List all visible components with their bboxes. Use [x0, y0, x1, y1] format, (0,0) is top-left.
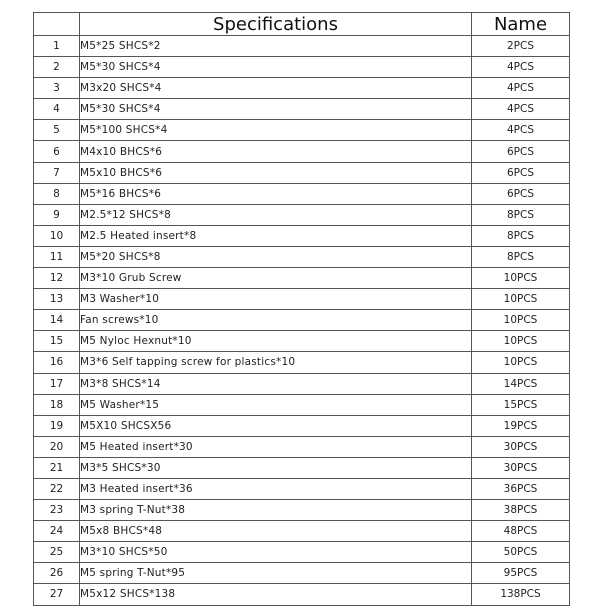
- row-specification: M3*10 Grub Screw: [80, 268, 472, 289]
- row-number: 7: [34, 162, 80, 183]
- row-quantity: 36PCS: [472, 478, 570, 499]
- table-row: [34, 584, 570, 605]
- row-specification: M3 spring T-Nut*38: [80, 500, 472, 521]
- row-quantity: 8PCS: [472, 246, 570, 267]
- row-specification: M5X10 SHCSX56: [80, 415, 472, 436]
- table-row: [34, 57, 570, 78]
- row-number: 11: [34, 246, 80, 267]
- row-specification: M3x20 SHCS*4: [80, 78, 472, 99]
- row-number: 12: [34, 268, 80, 289]
- row-quantity: 15PCS: [472, 394, 570, 415]
- table-row: [34, 289, 570, 310]
- row-number: 8: [34, 183, 80, 204]
- row-quantity: 8PCS: [472, 204, 570, 225]
- row-number: 24: [34, 521, 80, 542]
- row-specification: M5*20 SHCS*8: [80, 246, 472, 267]
- row-number: 26: [34, 563, 80, 584]
- row-specification: M5 spring T-Nut*95: [80, 563, 472, 584]
- table-row: [34, 162, 570, 183]
- row-quantity: 2PCS: [472, 36, 570, 57]
- table-row: [34, 415, 570, 436]
- row-quantity: 4PCS: [472, 78, 570, 99]
- row-number: 10: [34, 225, 80, 246]
- row-specification: M3*8 SHCS*14: [80, 373, 472, 394]
- row-quantity: 6PCS: [472, 141, 570, 162]
- row-number: 13: [34, 289, 80, 310]
- row-number: 23: [34, 500, 80, 521]
- row-number: 17: [34, 373, 80, 394]
- row-number: 14: [34, 310, 80, 331]
- table-row: [34, 204, 570, 225]
- row-number: 2: [34, 57, 80, 78]
- row-specification: M5*30 SHCS*4: [80, 99, 472, 120]
- row-quantity: 4PCS: [472, 120, 570, 141]
- row-number: 4: [34, 99, 80, 120]
- table-row: [34, 268, 570, 289]
- row-quantity: 14PCS: [472, 373, 570, 394]
- row-specification: M3 Heated insert*36: [80, 478, 472, 499]
- row-quantity: 10PCS: [472, 310, 570, 331]
- row-quantity: 10PCS: [472, 289, 570, 310]
- row-specification: M5*100 SHCS*4: [80, 120, 472, 141]
- row-quantity: 10PCS: [472, 331, 570, 352]
- table-body: [34, 36, 570, 606]
- row-quantity: 138PCS: [472, 584, 570, 605]
- header-name: Name: [472, 13, 570, 36]
- row-quantity: 95PCS: [472, 563, 570, 584]
- row-number: 3: [34, 78, 80, 99]
- row-number: 15: [34, 331, 80, 352]
- row-quantity: 4PCS: [472, 57, 570, 78]
- header-number: [34, 13, 80, 36]
- row-specification: M3 Washer*10: [80, 289, 472, 310]
- table-row: [34, 246, 570, 267]
- row-specification: M5*30 SHCS*4: [80, 57, 472, 78]
- row-quantity: 6PCS: [472, 162, 570, 183]
- row-number: 9: [34, 204, 80, 225]
- row-specification: M3*6 Self tapping screw for plastics*10: [80, 352, 472, 373]
- row-specification: M5 Heated insert*30: [80, 436, 472, 457]
- table-row: [34, 373, 570, 394]
- row-quantity: 30PCS: [472, 436, 570, 457]
- row-number: 21: [34, 457, 80, 478]
- header-specifications: Specifications: [80, 13, 472, 36]
- row-specification: M5x12 SHCS*138: [80, 584, 472, 605]
- row-number: 1: [34, 36, 80, 57]
- row-specification: M5*16 BHCS*6: [80, 183, 472, 204]
- table-row: [34, 183, 570, 204]
- row-quantity: 10PCS: [472, 268, 570, 289]
- row-quantity: 8PCS: [472, 225, 570, 246]
- row-number: 25: [34, 542, 80, 563]
- row-quantity: 50PCS: [472, 542, 570, 563]
- table-row: [34, 331, 570, 352]
- table-row: [34, 436, 570, 457]
- row-specification: M2.5*12 SHCS*8: [80, 204, 472, 225]
- row-quantity: 30PCS: [472, 457, 570, 478]
- table-row: [34, 563, 570, 584]
- row-specification: M3*10 SHCS*50: [80, 542, 472, 563]
- row-quantity: 10PCS: [472, 352, 570, 373]
- row-specification: M5 Washer*15: [80, 394, 472, 415]
- row-number: 16: [34, 352, 80, 373]
- row-number: 18: [34, 394, 80, 415]
- row-quantity: 4PCS: [472, 99, 570, 120]
- row-specification: M5x10 BHCS*6: [80, 162, 472, 183]
- row-number: 20: [34, 436, 80, 457]
- table-row: [34, 141, 570, 162]
- row-number: 6: [34, 141, 80, 162]
- row-specification: M5 Nyloc Hexnut*10: [80, 331, 472, 352]
- table-row: [34, 542, 570, 563]
- table-row: [34, 78, 570, 99]
- table-row: [34, 521, 570, 542]
- row-specification: M2.5 Heated insert*8: [80, 225, 472, 246]
- row-quantity: 38PCS: [472, 500, 570, 521]
- table-row: [34, 225, 570, 246]
- row-number: 22: [34, 478, 80, 499]
- row-specification: M3*5 SHCS*30: [80, 457, 472, 478]
- row-specification: M4x10 BHCS*6: [80, 141, 472, 162]
- row-quantity: 48PCS: [472, 521, 570, 542]
- table-row: [34, 457, 570, 478]
- table-row: [34, 478, 570, 499]
- row-number: 19: [34, 415, 80, 436]
- table-row: [34, 310, 570, 331]
- row-number: 5: [34, 120, 80, 141]
- table-row: [34, 394, 570, 415]
- row-quantity: 6PCS: [472, 183, 570, 204]
- table-row: [34, 500, 570, 521]
- table-row: [34, 36, 570, 57]
- row-number: 27: [34, 584, 80, 605]
- row-specification: M5*25 SHCS*2: [80, 36, 472, 57]
- table-row: [34, 352, 570, 373]
- specifications-table: [33, 12, 570, 606]
- table-row: [34, 99, 570, 120]
- table-row: [34, 120, 570, 141]
- row-specification: Fan screws*10: [80, 310, 472, 331]
- row-specification: M5x8 BHCS*48: [80, 521, 472, 542]
- table-header-row: [34, 13, 570, 36]
- row-quantity: 19PCS: [472, 415, 570, 436]
